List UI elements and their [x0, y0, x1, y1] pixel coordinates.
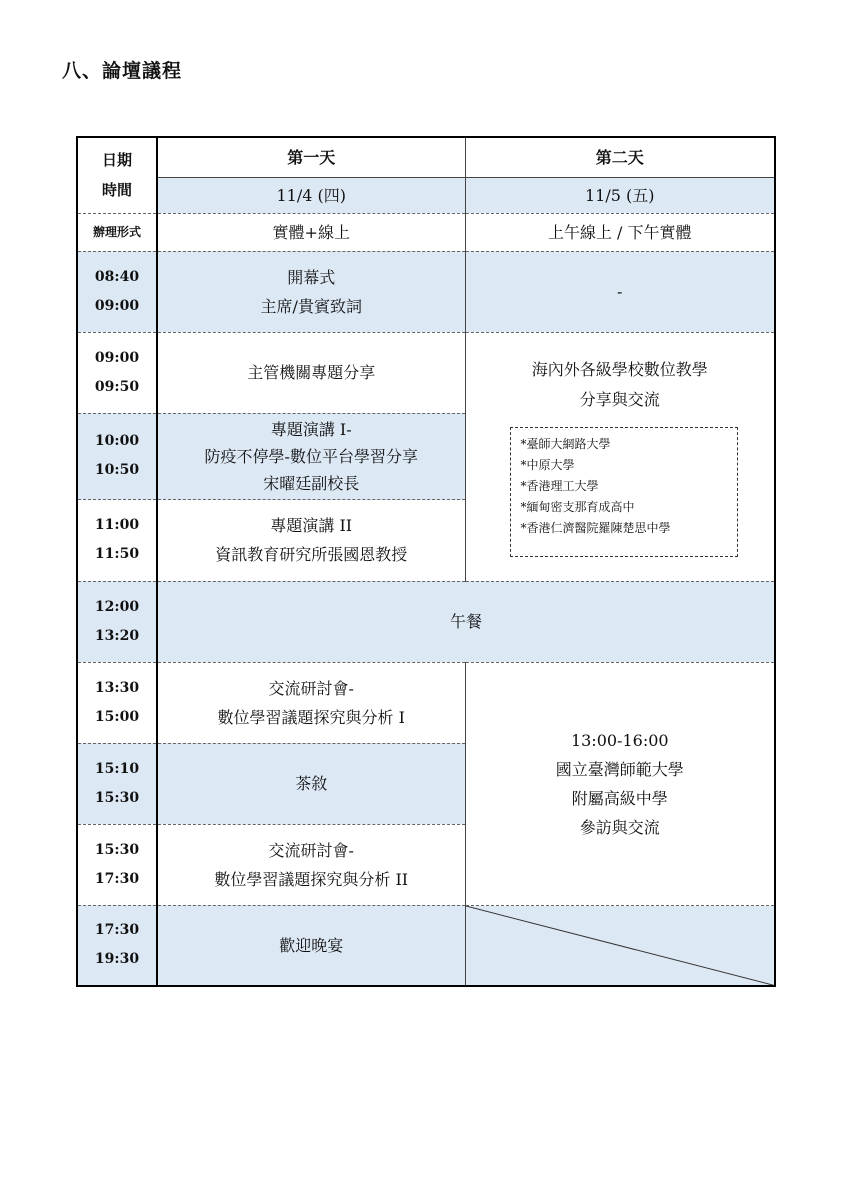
list-item: *緬甸密支那育成高中 [520, 499, 635, 514]
session-workshop-2: 交流研討會- 數位學習議題探究與分析 II [157, 824, 465, 905]
time-slot: 15:30 17:30 [77, 824, 157, 905]
day2-morning-title: 海內外各級學校數位教學 [531, 359, 708, 379]
session-welcome-dinner: 歡迎晚宴 [157, 905, 465, 986]
time-slot: 11:00 11:50 [77, 500, 157, 581]
list-item: *中原大學 [520, 457, 575, 472]
day2-date: 11/5 (五) [465, 177, 775, 213]
date-label: 日期 [101, 151, 132, 170]
day2-header: 第二天 [465, 137, 775, 177]
time-slot: 12:00 13:20 [77, 581, 157, 662]
section-title: 八、論壇議程 [62, 60, 183, 82]
school-list [510, 427, 738, 557]
session-tea-break: 茶敘 [157, 743, 465, 824]
list-item: *香港理工大學 [520, 478, 599, 493]
session-opening: 開幕式 主席/貴賓致詞 [157, 251, 465, 332]
agenda-table [76, 136, 776, 987]
session-workshop-1: 交流研討會- 數位學習議題探究與分析 I [157, 662, 465, 743]
list-item: *香港仁濟醫院羅陳楚思中學 [520, 520, 671, 535]
time-label: 時間 [101, 181, 132, 200]
day2-format: 上午線上 / 下午實體 [465, 213, 775, 251]
session-keynote-1: 專題演講 I- 防疫不停學-數位平台學習分享 宋曜廷副校長 [157, 413, 465, 499]
list-item: *臺師大網路大學 [520, 436, 611, 451]
day2-afternoon-session: 13:00-16:00 國立臺灣師範大學 附屬高級中學 參訪與交流 [465, 662, 775, 905]
date-time-header [77, 137, 157, 213]
session-keynote-2: 專題演講 II 資訊教育研究所張國恩教授 [157, 500, 465, 581]
format-label: 辦理形式 [92, 224, 141, 239]
session-lunch: 午餐 [157, 581, 775, 662]
time-slot: 08:40 09:00 [77, 251, 157, 332]
format-label-cell [77, 213, 157, 251]
time-slot: 10:00 10:50 [77, 413, 157, 499]
time-slot: 13:30 15:00 [77, 662, 157, 743]
diagonal-line [466, 906, 775, 986]
time-slot: 17:30 19:30 [77, 905, 157, 986]
day1-date: 11/4 (四) [157, 177, 465, 213]
day2-morning-empty: - [465, 251, 775, 332]
time-slot: 15:10 15:30 [77, 743, 157, 824]
day1-header: 第一天 [157, 137, 465, 177]
session-agency-sharing: 主管機關專題分享 [157, 332, 465, 413]
time-slot: 09:00 09:50 [77, 332, 157, 413]
day2-morning-session: 海內外各級學校數位教學 分享與交流 *臺師大網路大學 *中原大學 *香港理工大學 *緬甸密支那育成高中 *香港仁濟醫院羅陳楚思中學 [465, 332, 775, 581]
empty-diagonal-cell [465, 905, 775, 986]
day1-format: 實體+線上 [157, 213, 465, 251]
